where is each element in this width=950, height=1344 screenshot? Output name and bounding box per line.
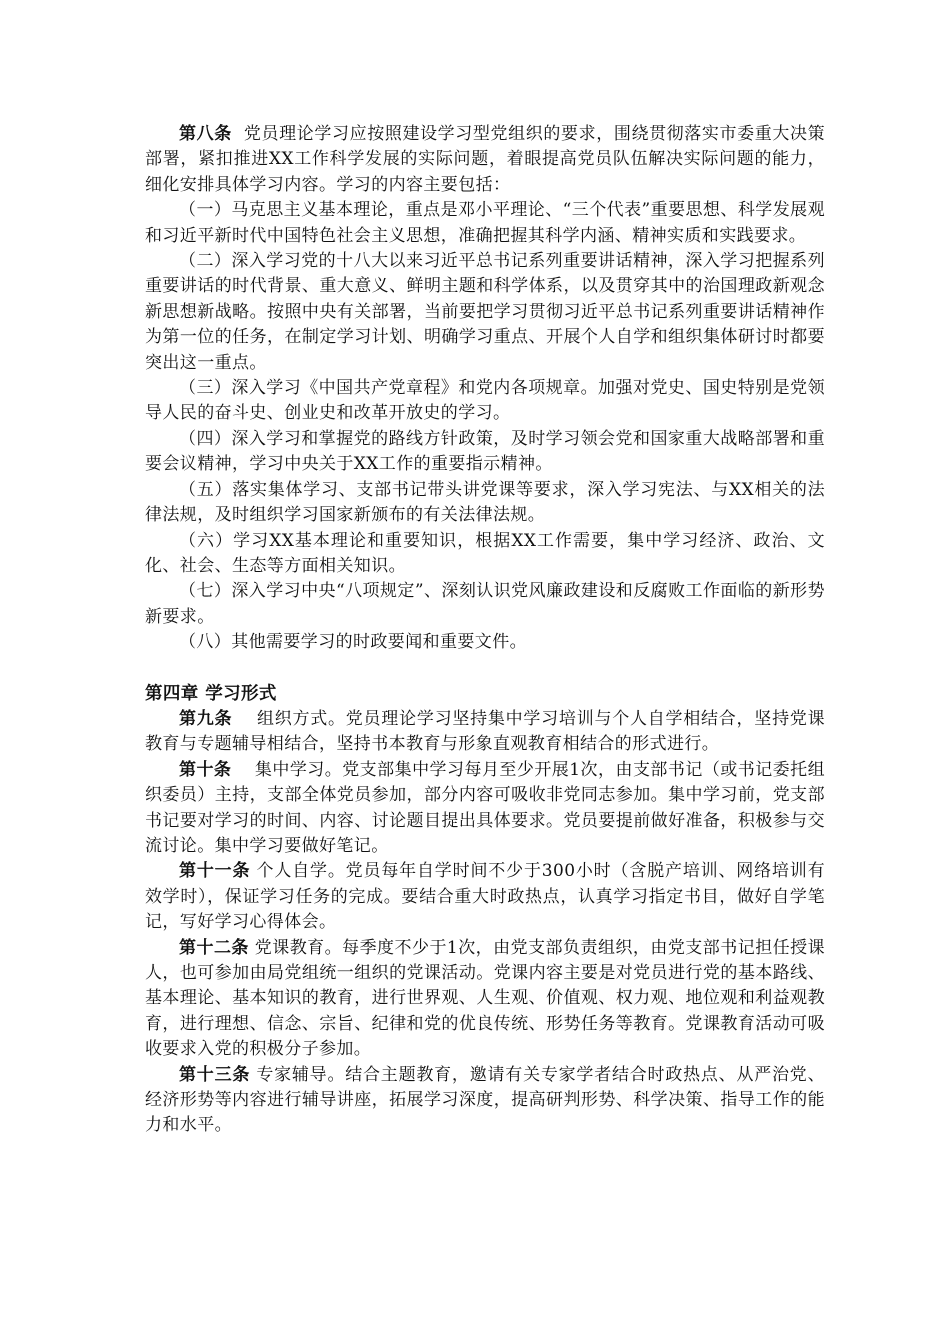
article-8-item-1: （一）马克思主义基本理论，重点是邓小平理论、“三个代表”重要思想、科学发展观和习近平新时代中国特色社会主义思想，准确把握其科学内涵、精神实质和实践要求。 (145, 200, 825, 246)
article-8-item-4: （四）深入学习和掌握党的路线方针政策，及时学习领会党和国家重大战略部署和重要会议精神，学习中央关于XX工作的重要指示精神。 (145, 428, 825, 475)
article-8-item-8: （八）其他需要学习的时政要闻和重要文件。 (179, 632, 527, 653)
article-8-item-3: （三）深入学习《中国共产党章程》和党内各项规章。加强对党史、国史特别是党领导人民的奋斗史、创业史和改革开放史的学习。 (145, 378, 825, 424)
article-12-label: 第十二条 (179, 937, 249, 958)
article-8-item-7: （七）深入学习中央“八项规定”、深刻认识党风廉政建设和反腐败工作面临的新形势新要求。 (145, 581, 825, 627)
article-8-text: 党员理论学习应按照建设学习型党组织的要求，围绕贯彻落实市委重大决策部署，紧扣推进XX工作科学发展的实际问题，着眼提高党员队伍解决实际问题的能力，细化安排具体学习内容。学习的内容主要包括： (145, 124, 826, 195)
article-8 (145, 122, 825, 198)
article-9-label: 第九条 (179, 708, 233, 729)
article-13 (145, 1063, 825, 1139)
article-8-item-6: （六）学习XX基本理论和重要知识，根据XX工作需要，集中学习经济、政治、文化、社会、生态等方面相关知识。 (145, 530, 825, 576)
article-12-text: 党课教育。每季度不少于1次，由党支部负责组织，由党支部书记担任授课人，也可参加由局党组统一组织的党课活动。党课内容主要是对党员进行党的基本路线、基本理论、基本知识的教育，进行世界观、人生观、价值观、权力观、地位观和利益观教育，进行理想、信念、宗旨、纪律和党的优良传统、形势任务等教育。党课教育活动可吸收要求入党的积极分子参加。 (145, 937, 825, 1060)
article-11-text: 个人自学。党员每年自学时间不少于300小时（含脱产培训、网络培训有效学时），保证学习任务的完成。要结合重大时政热点，认真学习指定书目，做好自学笔记，写好学习心得体会。 (145, 861, 825, 933)
article-8-label: 第八条 (179, 124, 232, 144)
article-11-label: 第十一条 (179, 861, 251, 882)
article-9 (145, 707, 825, 758)
chapter-4-heading: 第四章 学习形式 (145, 683, 277, 704)
article-9-text: 组织方式。党员理论学习坚持集中学习培训与个人自学相结合，坚持党课教育与专题辅导相结合，坚持书本教育与形象直观教育相结合的形式进行。 (145, 708, 825, 755)
article-12 (145, 936, 825, 1063)
article-11 (145, 859, 825, 935)
article-8-item-2: （二）深入学习党的十八大以来习近平总书记系列重要讲话精神，深入学习把握系列重要讲话的时代背景、重大意义、鲜明主题和科学体系，以及贯穿其中的治国理政新观念新思想新战略。按照中央有关部署，当前要把学习贯彻习近平总书记系列重要讲话精神作为第一位的任务，在制定学习计划、明确学习重点、开展个人自学和组织集体研讨时都要突出这一重点。 (145, 251, 825, 373)
article-8-item-5: （五）落实集体学习、支部书记带头讲党课等要求，深入学习宪法、与XX相关的法律法规，及时组织学习国家新颁布的有关法律法规。 (145, 479, 825, 526)
article-10 (145, 758, 825, 860)
article-10-text: 集中学习。党支部集中学习每月至少开展1次，由支部书记（或书记委托组织委员）主持，支部全体党员参加，部分内容可吸收非党同志参加。集中学习前，党支部书记要对学习的时间、内容、讨论题目提出具体要求。党员要提前做好准备，积极参与交流讨论。集中学习要做好笔记。 (145, 759, 826, 856)
article-13-text: 专家辅导。结合主题教育，邀请有关专家学者结合时政热点、从严治党、经济形势等内容进行辅导讲座，拓展学习深度，提高研判形势、科学决策、指导工作的能力和水平。 (145, 1064, 825, 1136)
article-13-label: 第十三条 (179, 1064, 251, 1085)
document-body (145, 122, 825, 1139)
article-10-label: 第十条 (179, 759, 232, 780)
